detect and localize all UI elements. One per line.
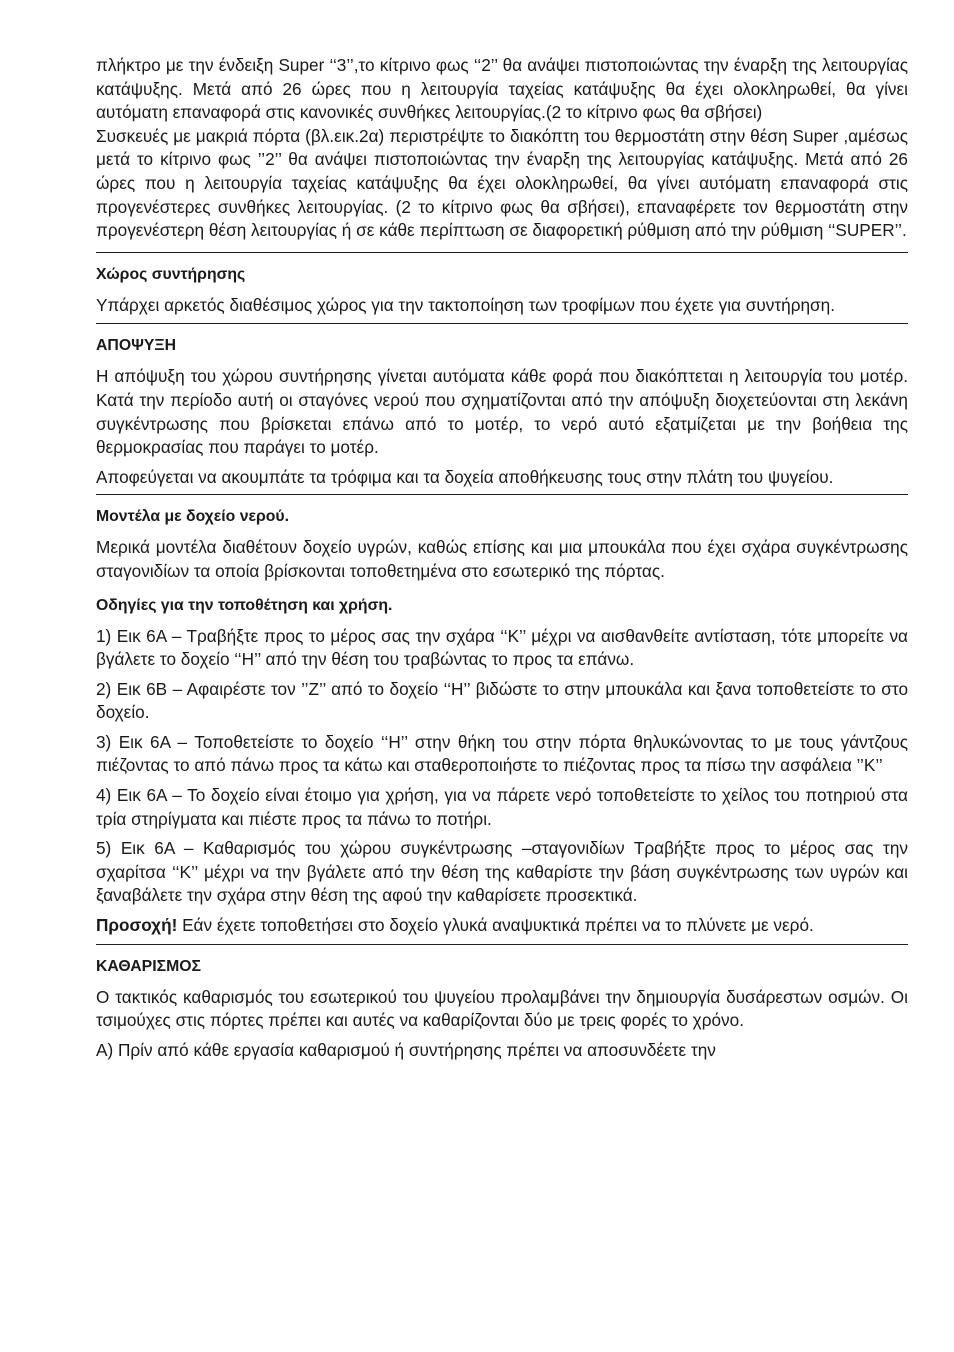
warning-paragraph <box>96 914 908 938</box>
storage-heading: Χώρος συντήρησης <box>96 265 246 283</box>
section-divider <box>96 252 908 253</box>
instruction-step: 1) Εικ 6Α – Τραβήξτε προς το μέρος σας την σχάρα ‘‘Κ’’ μέχρι να αισθανθείτε αντίσταση, τότε μπορείτε να βγάλετε το δοχείο ‘‘Η’’ από την θέση του τραβώντας το προς τα επάνω. <box>96 625 908 670</box>
section-divider <box>96 494 908 495</box>
cleaning-paragraph-1: Ο τακτικός καθαρισμός του εσωτερικού του ψυγείου προλαμβάνει την δημιουργία δυσάρεστων οσμών. Οι τσιμούχες στις πόρτες πρέπει και αυτές να καθαρίζονται δύο με τρεις φορές το χρόνο. <box>96 986 908 1031</box>
instruction-step: 4) Εικ 6Α – Το δοχείο είναι έτοιμο για χρήση, για να πάρετε νερό τοποθετείστε το χείλος του ποτηριού στα τρία στηρίγματα και πιέστε προς τα πάνω το ποτήρι. <box>96 785 908 829</box>
section-divider <box>96 944 908 945</box>
instruction-step: 5) Εικ 6Α – Καθαρισμός του χώρου συγκέντρωσης –σταγονιδίων Τραβήξτε προς το μέρος σας την σχαρίτσα ‘‘Κ’’ μέχρι να την βγάλετε από την θέση της καθαρίστε την βάση συγκέντρωσης των υγρών και ξαναβάλετε την σχάρα στην θέση της αφού την καθαρίσετε προσεκτικά. <box>96 838 908 906</box>
instructions-heading: Οδηγίες για την τοποθέτηση και χρήση. <box>96 596 393 614</box>
warning-text: Εάν έχετε τοποθετήσει στο δοχείο γλυκά αναψυκτικά πρέπει να το πλύνετε με νερό. <box>177 915 814 936</box>
water-container-paragraph: Μερικά μοντέλα διαθέτουν δοχείο υγρών, καθώς επίσης και μια μπουκάλα που έχει σχάρα συγκέντρωσης σταγονιδίων τα οποία βρίσκονται τοποθετημένα στο εσωτερικό της πόρτας. <box>96 537 908 581</box>
storage-paragraph: Υπάρχει αρκετός διαθέσιμος χώρος για την τακτοποίηση των τροφίμων που έχετε για συντήρηση. <box>96 294 835 315</box>
document-page <box>96 54 908 1062</box>
water-container-heading: Μοντέλα με δοχείο νερού. <box>96 508 289 526</box>
intro-paragraph-1: πλήκτρο με την ένδειξη Super ‘‘3’’,το κίτρινο φως ‘‘2’’ θα ανάψει πιστοποιώντας την έναρξη της λειτουργίας κατάψυξης. Μετά από 26 ώρες που η λειτουργία ταχείας κατάψυξης θα έχει ολοκληρωθεί, θα γίνει αυτόματη επαναφορά στις κανονικές συνθήκες λειτουργίας.(2 το κίτρινο φως θα σβήσει) <box>96 55 908 123</box>
section-divider <box>96 323 908 324</box>
warning-label: Προσοχή! <box>96 915 178 936</box>
cleaning-paragraph-2: Α) Πρίν από κάθε εργασία καθαρισμού ή συντήρησης πρέπει να αποσυνδέετε την <box>96 1039 716 1060</box>
defrost-heading: ΑΠΟΨΥΞΗ <box>96 337 176 355</box>
instruction-step: 3) Εικ 6Α – Τοποθετείστε το δοχείο ‘‘Η’’ στην θήκη του στην πόρτα θηλυκώνοντας το με τους γάντζους πιέζοντας το από πάνω προς τα κάτω και σταθεροποιήστε το πιέζοντας προς τα πίσω την ασφάλεια ’’Κ’’ <box>96 731 908 776</box>
defrost-paragraph-2: Αποφεύγεται να ακουμπάτε τα τρόφιμα και τα δοχεία αποθήκευσης τους στην πλάτη του ψυγείου. <box>96 466 834 487</box>
intro-paragraph-2: Συσκευές με μακριά πόρτα (βλ.εικ.2α) περιστρέψτε το διακόπτη του θερμοστάτη στην θέση Super ,αμέσως μετά το κίτρινο φως ’’2’’ θα ανάψει πιστοποιώντας την έναρξη της λειτουργίας κατάψυξης. Μετά από 26 ώρες που η λειτουργία ταχείας κατάψυξης θα έχει ολοκληρωθεί, θα γίνει αυτόματη επαναφορά στις προγενέστερες συνθήκες λειτουργίας. (2 το κίτρινο φως θα σβήσει), επαναφέρετε τον θερμοστάτη στην προγενέστερη θέση λειτουργίας ή σε κάθε περίπτωση σε διαφορετική ρύθμιση από την ρύθμιση ‘‘SUPER’’. <box>96 125 908 241</box>
cleaning-heading: ΚΑΘΑΡΙΣΜΟΣ <box>96 957 201 975</box>
defrost-paragraph-1: Η απόψυξη του χώρου συντήρησης γίνεται αυτόματα κάθε φορά που διακόπτεται η λειτουργία του μοτέρ. Κατά την περίοδο αυτή οι σταγόνες νερού που σχηματίζονται από την απόψυξη διοχετεύονται στη λεκάνη συγκέντρωσης που βρίσκεται επάνω από το μοτέρ, το νερό αυτό εξατμίζεται με την βοήθεια της θερμοκρασίας που παράγει το μοτέρ. <box>96 366 908 458</box>
instruction-step: 2) Εικ 6Β – Αφαιρέστε τον ’’Ζ’’ από το δοχείο ‘‘Η’’ βιδώστε το στην μπουκάλα και ξανα τοποθετείστε το στο δοχείο. <box>96 678 908 723</box>
